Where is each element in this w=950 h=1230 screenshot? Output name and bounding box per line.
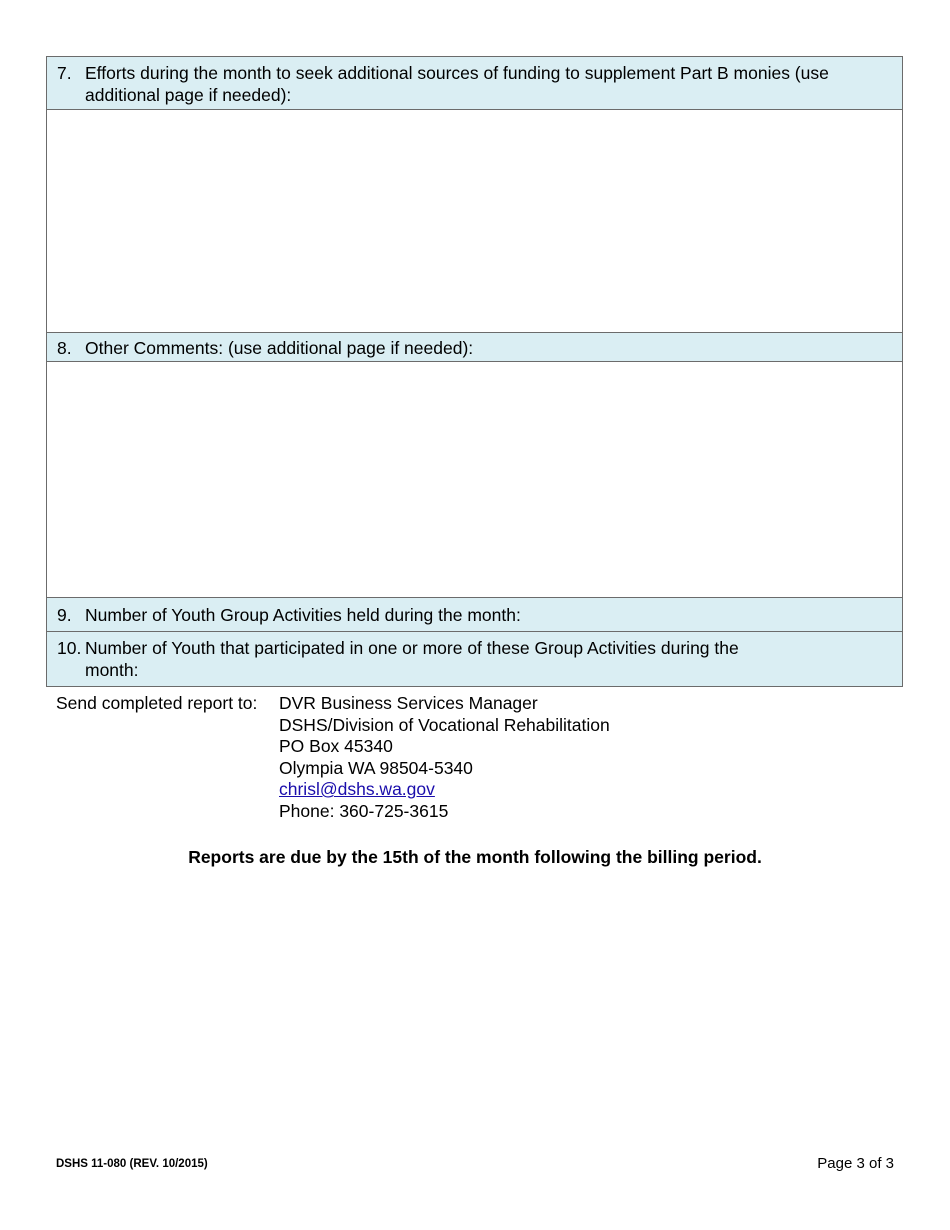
form-id: DSHS 11-080 (REV. 10/2015) (56, 1158, 208, 1170)
question-8-text: Other Comments: (use additional page if needed): (85, 338, 474, 358)
question-8-answer-field[interactable] (47, 362, 903, 598)
question-7-text: Efforts during the month to seek additional sources of funding to supplement Part B monies (use additional page if needed): (85, 63, 829, 105)
question-9-number: 9. (57, 605, 72, 625)
page-number: Page 3 of 3 (817, 1155, 894, 1172)
report-form-table (46, 56, 903, 687)
question-9-header[interactable] (47, 598, 903, 632)
question-10-header[interactable] (47, 632, 903, 687)
recipient-name: DVR Business Services Manager (279, 693, 538, 713)
question-7-number: 7. (57, 63, 72, 83)
send-to-label: Send completed report to: (56, 693, 258, 713)
city-state-zip: Olympia WA 98504-5340 (279, 757, 473, 778)
due-date-notice: Reports are due by the 15th of the month following the billing period. (188, 847, 762, 867)
question-10-number: 10. (57, 638, 82, 658)
question-8-header (47, 333, 903, 362)
mailing-address (279, 693, 610, 822)
question-7-header (47, 57, 903, 110)
phone-number: Phone: 360-725-3615 (279, 800, 449, 821)
question-8-number: 8. (57, 338, 72, 358)
question-9-text: Number of Youth Group Activities held during the month: (85, 605, 521, 625)
recipient-division: DSHS/Division of Vocational Rehabilitation (279, 714, 610, 735)
question-7-answer-field[interactable] (47, 110, 903, 333)
question-10-text: Number of Youth that participated in one or more of these Group Activities during the month: (85, 638, 739, 680)
po-box: PO Box 45340 (279, 736, 393, 756)
email-link[interactable]: chrisl@dshs.wa.gov (279, 779, 435, 799)
